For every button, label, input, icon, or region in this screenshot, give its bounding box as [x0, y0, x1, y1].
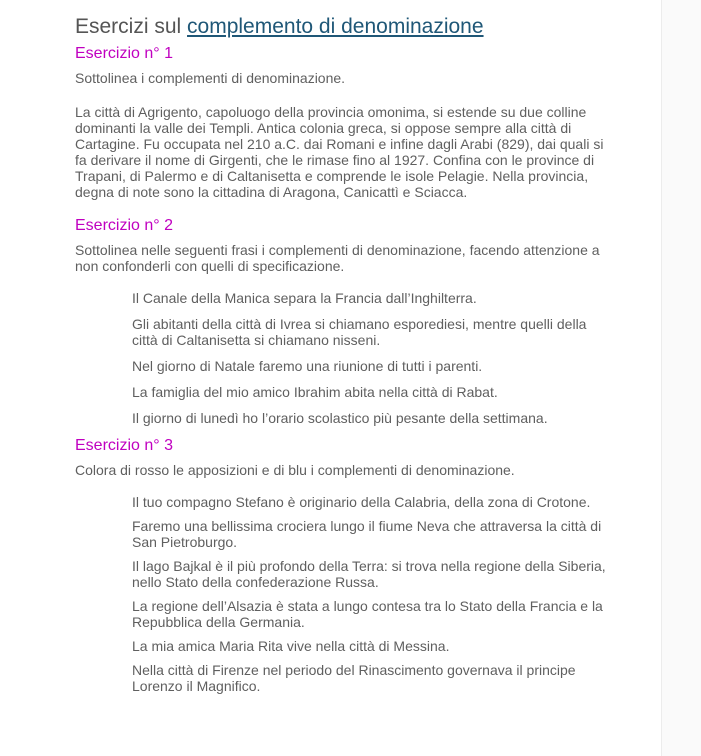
document-content: [75, 14, 615, 702]
exercise-2-title: Esercizio n° 2: [75, 217, 173, 234]
page-title: [75, 14, 615, 40]
viewer-edge: [661, 0, 701, 756]
list-item: Il tuo compagno Stefano è originario della Calabria, della zona di Crotone.: [132, 494, 591, 510]
exercise-1-title: Esercizio n° 1: [75, 45, 173, 62]
title-prefix: Esercizi sul: [75, 15, 188, 38]
list-item: Il Canale della Manica separa la Francia dall’Inghilterra.: [132, 290, 477, 306]
list-item: Gli abitanti della città di Ivrea si chiamano esporediesi, mentre quelli della città di Caltanisetta si chiamano nisseni.: [132, 316, 587, 348]
exercise-1-text: La città di Agrigento, capoluogo della provincia omonima, si estende su due colline dominanti la valle dei Templi. Antica colonia greca, si oppose sempre alla città di Cartagine. Fu occupata nel 210 a.C. dai Romani e infine dagli Arabi (829), dai quali si fa derivare il nome di Girgenti, che le rimase fino al 1927. Confina con le province di Trapani, di Palermo e di Caltanisetta e comprende le isole Pelagie. Nella provincia, degna di note sono la cittadina di Aragona, Canicattì e Sciacca.: [75, 104, 604, 200]
exercise-1-instruction: Sottolinea i complementi di denominazione.: [75, 70, 346, 86]
list-item: Il giorno di lunedì ho l’orario scolastico più pesante della settimana.: [132, 410, 548, 426]
exercise-3-instruction: Colora di rosso le apposizioni e di blu i complementi di denominazione.: [75, 462, 515, 478]
exercise-3-title: Esercizio n° 3: [75, 437, 173, 454]
list-item: Nel giorno di Natale faremo una riunione di tutti i parenti.: [132, 358, 483, 374]
list-item: Nella città di Firenze nel periodo del Rinascimento governava il principe Lorenzo il Magnifico.: [132, 662, 576, 694]
title-link[interactable]: complemento di denominazione: [187, 15, 484, 38]
list-item: Il lago Bajkal è il più profondo della Terra: si trova nella regione della Siberia, nello Stato della confederazione Russa.: [132, 558, 606, 590]
list-item: La famiglia del mio amico Ibrahim abita nella città di Rabat.: [132, 384, 498, 400]
exercise-2-list: [75, 290, 615, 426]
list-item: La regione dell’Alsazia è stata a lungo contesa tra lo Stato della Francia e la Repubblica della Germania.: [132, 598, 603, 630]
exercise-2-instruction: Sottolinea nelle seguenti frasi i complementi di denominazione, facendo attenzione a non confonderli con quelli di specificazione.: [75, 242, 600, 274]
list-item: Faremo una bellissima crociera lungo il fiume Neva che attraversa la città di San Pietroburgo.: [132, 518, 602, 550]
exercise-3-list: [75, 494, 615, 694]
list-item: La mia amica Maria Rita vive nella città di Messina.: [132, 638, 450, 654]
